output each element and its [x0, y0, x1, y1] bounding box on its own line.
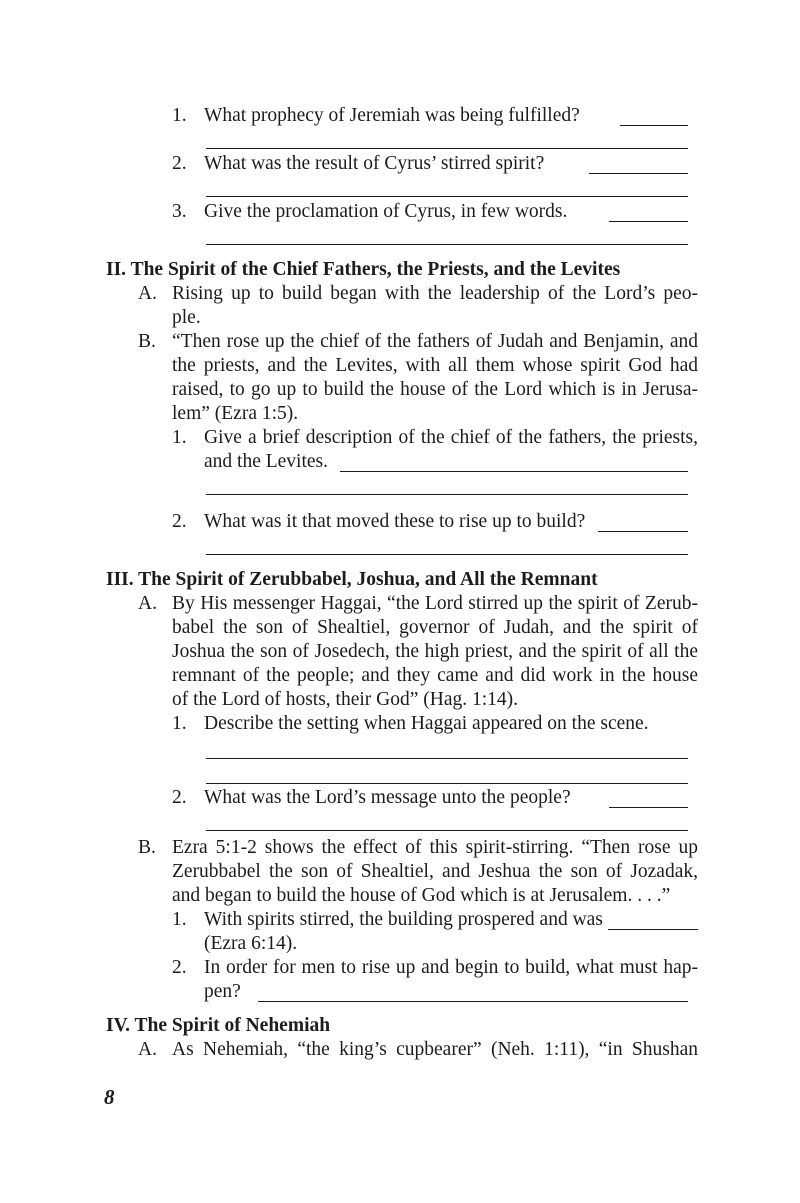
question-text: With spirits stirred, the building prospered and was	[204, 909, 603, 930]
answer-blank[interactable]	[589, 173, 688, 174]
body-text: By His messenger Haggai, “the Lord stirred up the spirit of Zerub-	[172, 593, 698, 614]
item-label: A.	[138, 283, 157, 304]
question-number: 1.	[172, 713, 187, 734]
question-number: 3.	[172, 201, 187, 222]
answer-blank[interactable]	[598, 531, 688, 532]
question-number: 1.	[172, 909, 187, 930]
answer-blank[interactable]	[340, 471, 688, 472]
question-text: (Ezra 6:14).	[204, 933, 298, 954]
answer-line[interactable]	[206, 494, 688, 495]
answer-line[interactable]	[206, 148, 688, 149]
answer-line[interactable]	[206, 758, 688, 759]
body-text: remnant of the people; and they came and did work in the house	[172, 665, 698, 686]
answer-line[interactable]	[206, 244, 688, 245]
body-text: Joshua the son of Josedech, the high priest, and the spirit of all the	[172, 641, 698, 662]
question-text: What prophecy of Jeremiah was being fulfilled?	[204, 105, 580, 126]
item-label: A.	[138, 593, 157, 614]
question-number: 2.	[172, 153, 187, 174]
body-text: and began to build the house of God which is at Jerusalem. . . .”	[172, 885, 671, 906]
question-number: 1.	[172, 427, 187, 448]
question-text: What was it that moved these to rise up to build?	[204, 511, 586, 532]
section-heading: IV. The Spirit of Nehemiah	[106, 1015, 331, 1036]
question-text: and the Levites.	[204, 451, 328, 472]
body-text: the priests, and the Levites, with all them whose spirit God had	[172, 355, 698, 376]
question-text: What was the result of Cyrus’ stirred spirit?	[204, 153, 545, 174]
question-text: Give the proclamation of Cyrus, in few words.	[204, 201, 568, 222]
answer-blank[interactable]	[620, 125, 688, 126]
answer-line[interactable]	[206, 783, 688, 784]
answer-line[interactable]	[206, 196, 688, 197]
question-text: In order for men to rise up and begin to build, what must hap-	[204, 957, 698, 978]
answer-blank[interactable]	[258, 1001, 688, 1002]
body-text: raised, to go up to build the house of the Lord which is in Jerusa-	[172, 379, 698, 400]
section-heading: III. The Spirit of Zerubbabel, Joshua, and All the Remnant	[106, 569, 598, 590]
answer-line[interactable]	[206, 554, 688, 555]
body-text: Ezra 5:1-2 shows the effect of this spirit-stirring. “Then rose up	[172, 837, 698, 858]
question-number: 2.	[172, 787, 187, 808]
question-text: What was the Lord’s message unto the people?	[204, 787, 571, 808]
body-text: of the Lord of hosts, their God” (Hag. 1:14).	[172, 689, 519, 710]
body-text: Zerubbabel the son of Shealtiel, and Jeshua the son of Jozadak,	[172, 861, 698, 882]
body-text: lem” (Ezra 1:5).	[172, 403, 299, 424]
answer-blank[interactable]	[608, 929, 698, 930]
question-text: Describe the setting when Haggai appeared on the scene.	[204, 713, 649, 734]
body-text: “Then rose up the chief of the fathers of Judah and Benjamin, and	[172, 331, 698, 352]
body-text: As Nehemiah, “the king’s cupbearer” (Neh. 1:11), “in Shushan	[172, 1039, 698, 1060]
question-text: pen?	[204, 981, 241, 1002]
answer-blank[interactable]	[609, 221, 688, 222]
body-text: babel the son of Shealtiel, governor of Judah, and the spirit of	[172, 617, 698, 638]
item-label: B.	[138, 837, 156, 858]
question-text: Give a brief description of the chief of the fathers, the priests,	[204, 427, 698, 448]
body-text: ple.	[172, 307, 201, 328]
question-number: 2.	[172, 511, 187, 532]
section-heading: II. The Spirit of the Chief Fathers, the Priests, and the Levites	[106, 259, 621, 280]
answer-line[interactable]	[206, 830, 688, 831]
body-text: Rising up to build began with the leadership of the Lord’s peo-	[172, 283, 698, 304]
answer-blank[interactable]	[609, 807, 688, 808]
item-label: A.	[138, 1039, 157, 1060]
page-number: 8	[104, 1085, 115, 1109]
question-number: 1.	[172, 105, 187, 126]
item-label: B.	[138, 331, 156, 352]
question-number: 2.	[172, 957, 187, 978]
